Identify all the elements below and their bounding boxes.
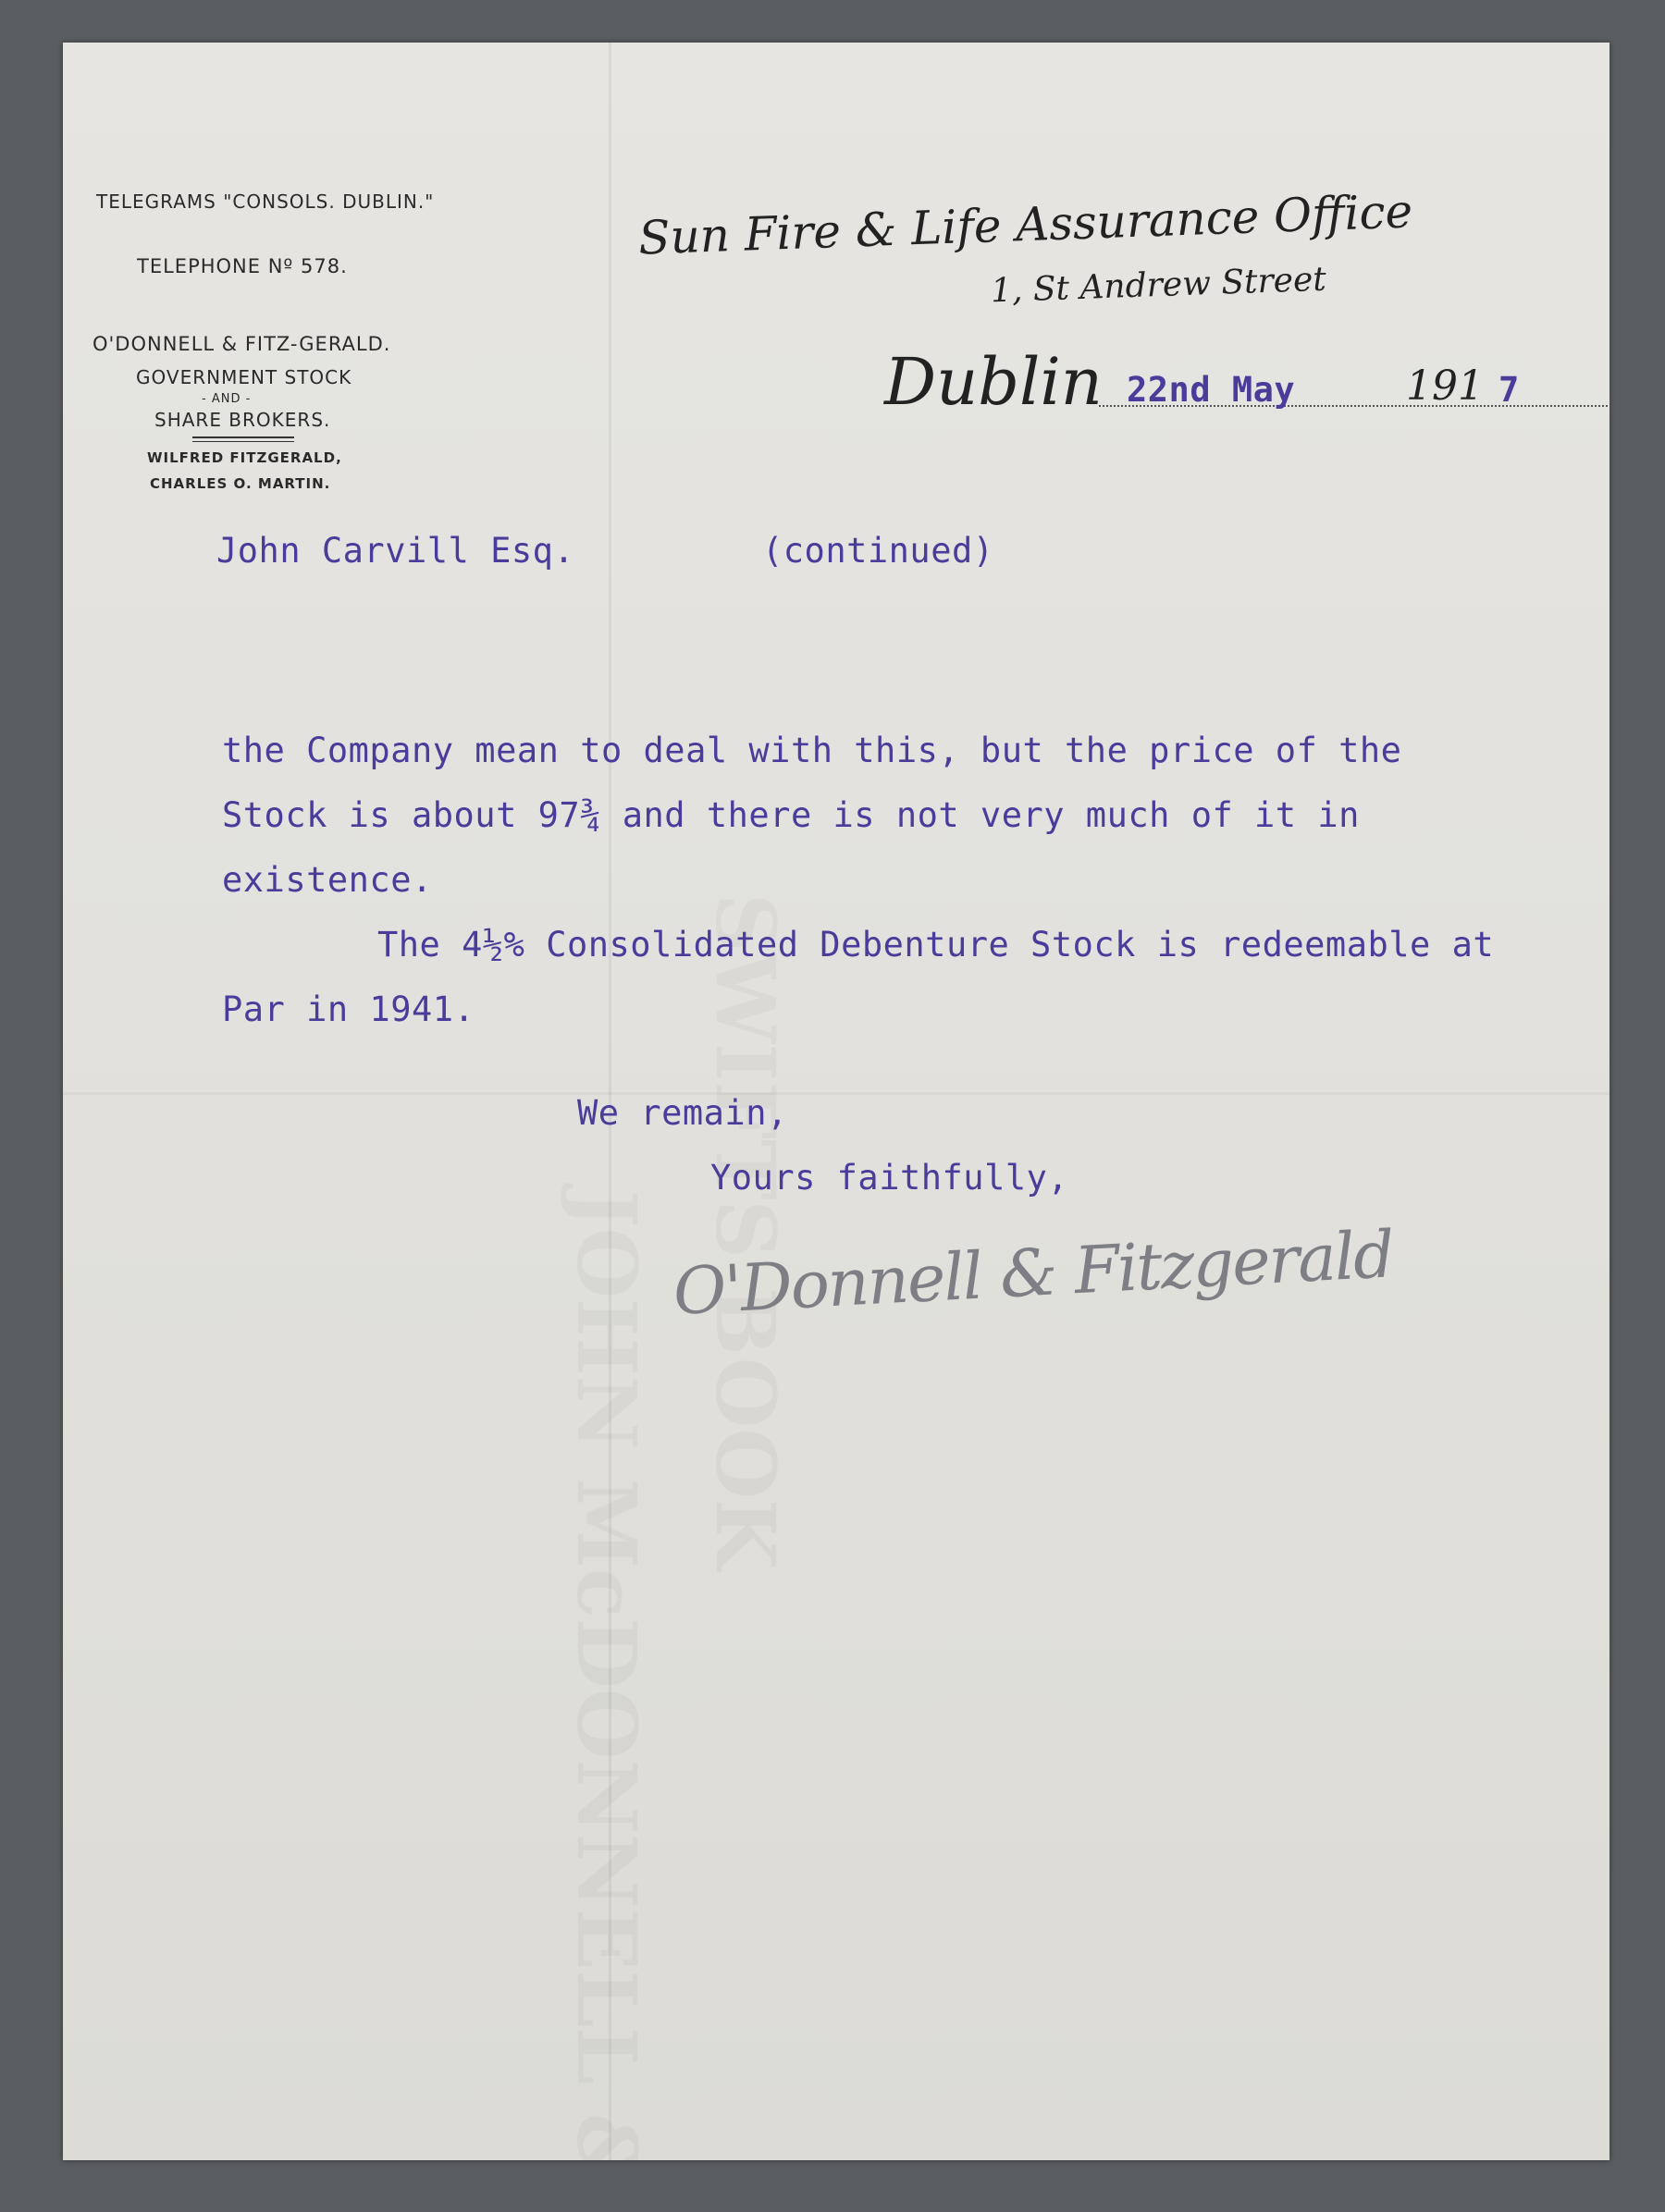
letterhead-partner2: CHARLES O. MARTIN. [150,475,331,492]
body-line-3: existence. [222,860,433,900]
letter-year-digit: 7 [1498,370,1520,410]
letterhead-rule [192,441,294,442]
letter-paper [63,43,1610,2160]
body-line-1: the Company mean to deal with this, but the price of the [222,731,1402,770]
body-line-2: Stock is about 97¾ and there is not very much of it in [222,795,1360,835]
signature: O'Donnell & Fitzgerald [671,1216,1395,1330]
body-line-5: Par in 1941. [222,989,475,1029]
watermark-text [697,893,794,1570]
letterhead-firm-name: O'DONNELL & FITZ-GERALD. [92,333,391,355]
body-line-4: The 4½% Consolidated Debenture Stock is redeemable at [377,925,1495,965]
closing-yours-faithfully: Yours faithfully, [710,1158,1069,1198]
letter-date: 22nd May [1127,370,1296,410]
letter-year-prefix: 191 [1406,363,1484,410]
letterhead-telegrams: TELEGRAMS "CONSOLS. DUBLIN." [96,190,435,213]
closing-we-remain: We remain, [577,1093,788,1133]
fold-line-horizontal [63,1092,1610,1095]
watermark-text [559,1189,655,2160]
office-street: 1, St Andrew Street [990,260,1327,311]
letterhead-line3: SHARE BROKERS. [154,409,331,431]
letterhead-line2: - AND - [202,392,252,406]
office-city: Dublin [884,344,1103,420]
letterhead-line1: GOVERNMENT STOCK [136,366,352,388]
letterhead-rule [192,436,294,438]
letterhead-telephone: TELEPHONE Nº 578. [137,255,348,277]
office-name: Sun Fire & Life Assurance Office [637,184,1413,265]
letterhead-partner1: WILFRED FITZGERALD, [147,449,342,466]
recipient: John Carvill Esq. [216,531,575,571]
continued-label: (continued) [762,531,994,571]
